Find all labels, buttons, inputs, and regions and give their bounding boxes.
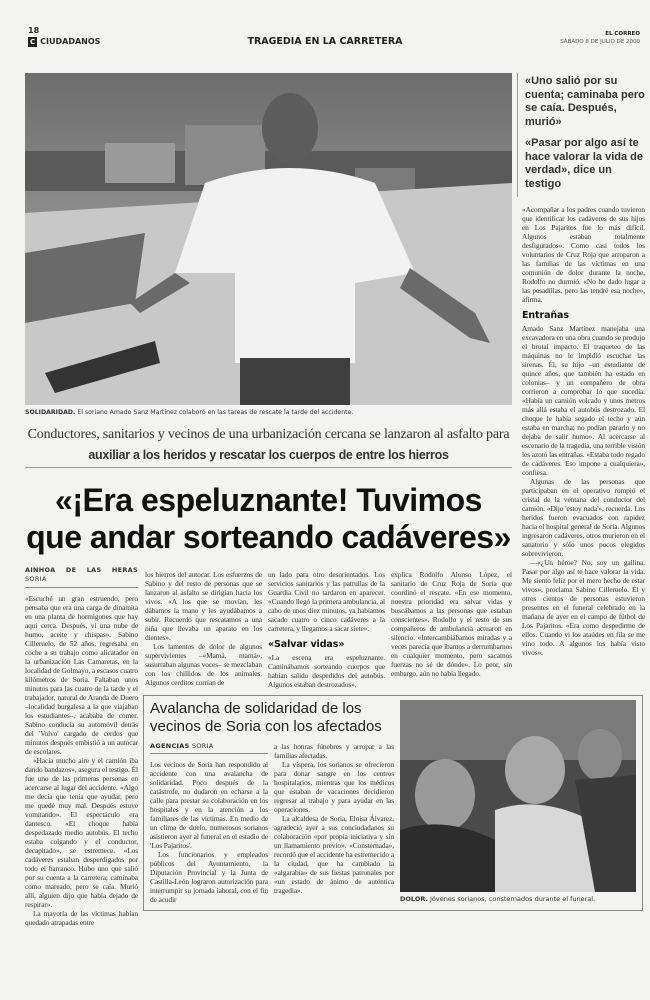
subhead: «Salvar vidas» <box>268 639 345 650</box>
topic-title: TRAGEDIA EN LA CARRETERA <box>247 36 403 47</box>
paragraph: «La escena era espeluznante. Caminábamos sorteando cuerpos que habían salido despedidos del autobús. Algunos estaban destrozados», <box>268 653 385 689</box>
sidebar-column-1-wrap <box>150 742 268 904</box>
byline-author: AINHOA DE LAS HERAS <box>25 566 138 574</box>
paragraph: La víspera, los sorianos se ofrecieron para donar sangre en los centros hospitalarios, mientras que los médicos que estaban de vacaciones decidieron regresar al trabajo y para ayudar en las operaciones. <box>274 760 394 814</box>
paragraph: Los funcionarios y empleados públicos del Ayuntamiento, la Diputación Provincial y la Junta de Castilla-León lograron autorización para interrumpir su jornada laboral, con el fin de acudir <box>150 850 268 904</box>
caption-text: El soriano Amado Sanz Martínez colaboró en las tareas de rescate la tarde del accidente. <box>75 409 354 416</box>
byline-place: SORIA <box>191 742 214 750</box>
funeral-photo-block <box>400 700 636 904</box>
right-column <box>517 73 645 657</box>
pull-quote: «Uno salió por su cuenta; caminaba pero se caía. Después, murió» <box>525 75 645 128</box>
sidebar-columns <box>150 742 394 904</box>
article-column-2 <box>145 570 262 687</box>
sidebar-text <box>150 700 394 904</box>
article-column-3 <box>268 570 385 689</box>
sidebar-column-2 <box>274 742 394 895</box>
paragraph: «Hacía mucho aire y el camión iba dando bandazos», asegura el testigo. Él fue uno de las primeras personas en acercarse al lugar del accidente. «Algo me decía que tenía que ayudar, pero me quedé muy mal. Después estuve vomitando». El espectáculo era dantesco. «El choque había despedazado medio autobús. El techo estaba colgando y el conductor, decapitado», se estremece. «Los cadáveres estaban desperdigados por todo el barranco. Hubo uno que salió por su cuenta a la carretera; caminaba como mareado, pero se caía. Murió allí, alguien dijo que había dejado de respirar». <box>25 756 138 909</box>
paragraph: —«¿Un héroe? No, soy un gallina. Pasar por algo así te hace valorar la vida. Me siento feliz por el mero hecho de estar vivos», proclama Sabino Cilleruelo. Él y otros cientos de personas estuvieron presentes en el funeral celebrado en la mañana de ayer en el campo de fútbol de Los Pajaritos. «Era como despedirme de ellos. Cuando vi los ataúdes en fila se me vino todo. A algunos los había visto vivos». <box>522 558 645 657</box>
funeral-photo-caption <box>400 895 636 904</box>
sidebar-column-1 <box>150 760 268 904</box>
funeral-photo <box>400 700 636 892</box>
caption-label: DOLOR. <box>400 895 428 903</box>
subhead: Entrañas <box>522 310 569 321</box>
masthead <box>560 30 640 46</box>
deck <box>25 424 512 468</box>
sidebar-headline: Avalancha de solidaridad de los vecinos de Soria con los afectados <box>150 700 382 735</box>
paragraph: «Escuché un gran estruendo, pero pensaba que era una carga de dinamita en una planta de hormigones que hay aquí cerca. Después, vi una nube de humo, aceite y chispas». Sabino Cilleruelo, de 52 años, regresaba en coche a su trabajo como alicatador en la urbanización Las Camaretas, en la localidad de Golmayo, a escasos cuatro kilómetros de Soria. Faltaban unos minutos para las cuatro de la tarde y el trabajador, natural de Aranda de Duero –localidad burgalesa a la que viajaban los estudiantes–, acababa de comer. Sabino conducía su automóvil detrás del 'Volvo' cargado de cerdos que minutos después embistió a un autocar de escolares. <box>25 594 138 756</box>
paragraph: un lado para otro desorientados. Los servicios sanitarios y las patrullas de la Guardia Civil no tardaron en aparecer. «Cuando llegó la primera ambulancia, al cabo de unos diez minutos, ya habíamos sacado cuatro o cinco cadáveres a la carretera, y llegamos a sacar siete». <box>268 570 385 633</box>
article-columns-2-4 <box>145 566 512 689</box>
top-photo-caption <box>25 409 512 417</box>
article-column-5 <box>522 205 645 657</box>
byline-place: SORIA <box>25 575 47 583</box>
paragraph: La alcaldesa de Soria, Eloísa Álvarez, agradeció ayer a sus conciudadanos su colaboración «por propia iniciativa y sin un llamamiento previo». «Consternada», recordó que el accidente ha estremecido a la ciudad, que ha cambiado la «algarabía» de sus fiestas patronales por «un estado de ánimo de auténtica tragedia». <box>274 814 394 895</box>
top-photo <box>25 73 512 405</box>
paragraph: Amado Sanz Martínez manejaba una excavadora en una obra cuando se produjo el brutal impacto. El traqueteo de las máquinas no le impidió escuchar las sirenas. Él, su hijo –un estudiante de quince años, que también ha estado en colonias– y un compañero de obra corrieron a comprobar lo que sucedía. «Había un camión volcado y unos metros más allá estaba el autobús destrozado. El choque le había segado el techo y aún estaba en marcha; no podían pararlo y no dejaba de salir humo». Al acercarse al escenario de la tragedia, una terrible visión les azotó las entrañas. «Estaba todo regado de cadáveres. Eso impone a cualquiera», confiesa. <box>522 324 645 477</box>
page-number: 18 <box>28 26 40 35</box>
byline <box>25 566 138 588</box>
rescuer-photo-image <box>25 73 512 405</box>
section-badge: C <box>30 38 36 46</box>
caption-text: Jóvenes sorianos, consternados durante el funeral. <box>427 895 596 903</box>
paragraph: «Acompañar a los padres cuando tuvieron que identificar los cadáveres de sus hijos en Los Pajaritos fue lo más difícil. Algunos estaban totalmente desfigurados». Como casi todos los voluntarios de Cruz Roja que arroparon a las familias de las víctimas en una comunión de dolor durante la noche, Rodolfo no durmió. «No he dado lugar a las pesadillas, pero las tendré esa noche», afirma. <box>522 205 645 304</box>
byline-author: AGENCIAS <box>150 742 190 750</box>
sidebar-box <box>143 695 643 911</box>
section-name: CIUDADANOS <box>40 37 101 46</box>
funeral-photo-image <box>400 700 636 892</box>
paragraph: a las honras fúnebres y arropar a las familias afectadas. <box>274 742 394 760</box>
headline: «¡Era espeluznante! Tuvimos que andar sorteando cadáveres» <box>26 482 511 555</box>
deck-bold: auxiliar a los heridos y rescatar los cuerpos de entre los hierros <box>88 448 449 462</box>
paper-name: EL CORREO <box>605 31 640 37</box>
caption-label: SOLIDARIDAD. <box>25 409 76 416</box>
paragraph: Los lamentos de dolor de algunos supervivientes –«Mamá, mamá», susurraban algunas voces– se mezclaban con los chillidos de los animales. Algunos cerditos corrían de <box>145 642 262 687</box>
paragraph: los hierros del autocar. Los esfuerzos de Sabino y del resto de personas que se lanzaron al asfalto se dirigían hacia los vivos. «A los que se movían, les dábamos la mano y les ayudábamos a subir. Recuerdo que rescatamos a una niña que llevaba un aparato en los dientes». <box>145 570 262 642</box>
paragraph: La mayoría de las víctimas habían quedado atrapadas entre <box>25 909 138 927</box>
issue-date: SÁBADO 8 DE JULIO DE 2000 <box>560 39 640 45</box>
byline <box>150 742 268 754</box>
deck-plain: Conductores, sanitarios y vecinos de una urbanización cercana se lanzaron al asfalto para <box>27 427 510 442</box>
section-label <box>28 37 100 47</box>
paragraph: explica Rodolfo Alonso López, el sanitario de Cruz Roja de Soria que coordinó el rescate. «En ese momento, nuestra prioridad era salvar vidas y buscábamos a las personas que estaban conscientes». Rodolfo y el resto de sus compañeros de ambulancia actuaron en silencio. «Intercambiábamos miradas y a veces parecía que íbamos a derrumbarnos en cualquier momento, pero sacamos fuerzas no sé de dónde». Lo peor, sin embargo, aún no había llegado. <box>391 570 512 678</box>
paragraph: Los vecinos de Soria han respondido al accidente con una avalancha de solidaridad. Poco después de la catástrofe, no dudaron en echarse a la calle para prestar su colaboración en los hospitales y en la atención a los familiares de las víctimas. En medio de un clima de duelo, numerosos sorianos asistieron ayer al funeral en el estadio de 'Los Pajaritos'. <box>150 760 268 850</box>
pull-quote: «Pasar por algo así te hace valorar la vida de verdad», dice un testigo <box>525 137 644 190</box>
paragraph: Algunas de las personas que participaban en el operativo rompió el cristal de la ventana del conductor del camión. «Dijo 'estoy nada'», recuerda. Los heridos fueron evacuados con rapidez hacia el hospital general de Soria. Algunos ingresaron cadáveres, otros murieron en el sanatorio y sólo unos pocos elegidos sobrevivieron. <box>522 477 645 558</box>
pull-quotes <box>517 73 645 197</box>
article-column-4 <box>391 570 512 678</box>
article-column-1 <box>25 566 138 927</box>
